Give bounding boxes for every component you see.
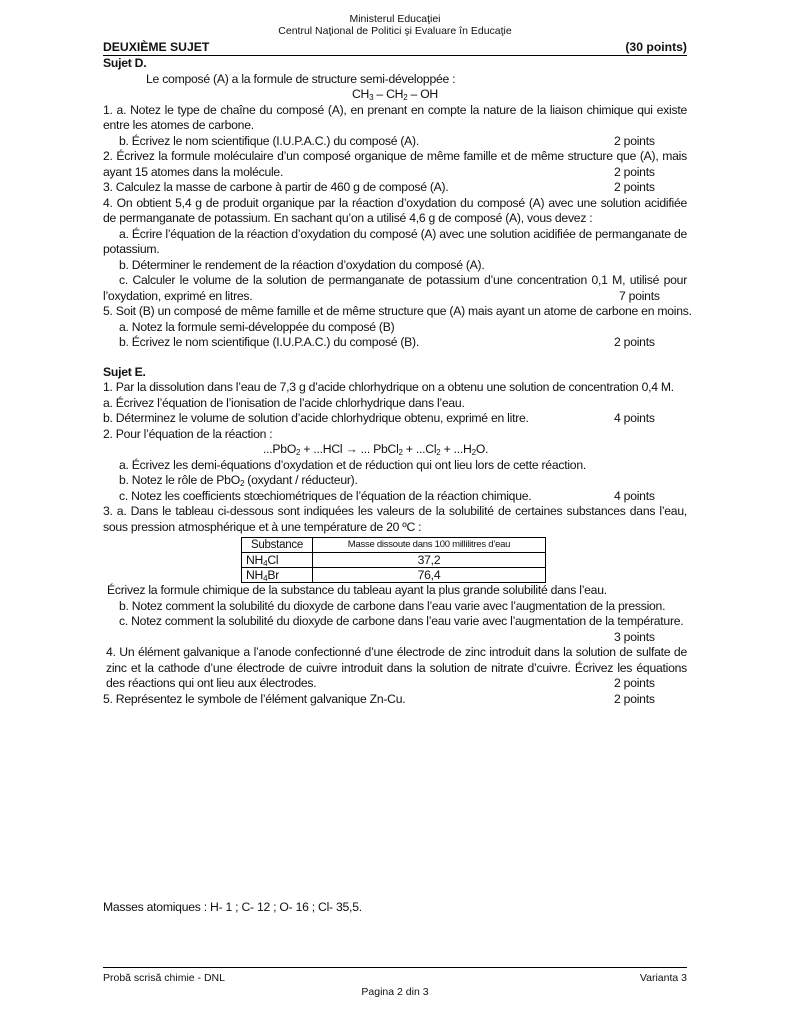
exam-page xyxy=(103,0,692,707)
question-e2b: b. Notez le rôle de PbO$_2$ (oxydant / réducteur). xyxy=(119,473,358,488)
question-d5a: a. Notez la formule semi-développée du composé (B) xyxy=(119,319,395,334)
question-e1a: a. Écrivez l’équation de l’ionisation de l’acide chlorhydrique dans l’eau. xyxy=(103,395,465,410)
total-points: (30 points) xyxy=(625,40,687,54)
table-header-row xyxy=(242,538,546,553)
sujet-d-title: Sujet D. xyxy=(103,56,147,70)
question-e1: 1. Par la dissolution dans l’eau de 7,3 g d’acide chlorhydrique on a obtenu une solution de concentration 0,4 M. xyxy=(103,380,674,394)
atomic-masses: Masses atomiques : H- 1 ; C- 12 ; O- 16 ; Cl- 35,5. xyxy=(103,900,362,914)
points-e2: 4 points xyxy=(614,488,655,503)
table-header-substance: Substance xyxy=(242,538,313,553)
question-d2: 2. Écrivez la formule moléculaire d’un composé organique de même famille et de même structure que (A), mais ayant 15 atomes dans la molécule. 2 points xyxy=(103,149,687,179)
question-d4: 4. On obtient 5,4 g de produit organique par la réaction d’oxydation du composé (A) avec une solution acidifiée de permanganate de potassium. En sachant qu’on a utilisé 4,6 g de composé (A), vous devez : xyxy=(103,195,687,225)
points-e5: 2 points xyxy=(614,691,655,706)
compound-a-formula: $CH_3 - CH_2$ – OH xyxy=(351,87,438,102)
table-cell-substance: $NH_4Cl$ xyxy=(242,553,313,568)
page-header xyxy=(103,13,687,37)
table-cell-value: 76,4 xyxy=(313,568,546,583)
reaction-equation: ...PbO$_2$ + ...HCl → ... PbCl$_2$ + $...Cl_2 + ...H_2O$. xyxy=(263,442,489,457)
question-e2: 2. Pour l’équation de la réaction : xyxy=(103,426,273,441)
table-row xyxy=(242,553,546,568)
points-e3: 3 points xyxy=(614,629,655,644)
question-d4a: a. Écrire l’équation de la réaction d’oxydation du composé (A) avec une solution acidifiée de permanganate de potassium. xyxy=(103,226,687,256)
table-row xyxy=(242,568,546,583)
subject-title-bar xyxy=(103,40,687,56)
question-e3b: b. Notez comment la solubilité du dioxyde de carbone dans l’eau varie avec l’augmentation de la pression. xyxy=(119,598,666,613)
question-d1a: 1. a. Notez le type de chaîne du composé (A), en prenant en compte la nature de la liaison chimique qui existe entre les atomes de carbone. xyxy=(103,102,687,132)
page-footer xyxy=(103,967,687,998)
sujet-e-title: Sujet E. xyxy=(103,364,146,379)
points-d4: 7 points xyxy=(619,289,687,305)
question-d3: 3. Calculez la masse de carbone à partir de 460 g de composé (A). 2 points xyxy=(103,180,687,196)
points-d3: 2 points xyxy=(614,180,655,194)
footer-exam-name: Probă scrisă chimie - DNL xyxy=(103,972,225,984)
points-e1: 4 points xyxy=(614,411,655,425)
page-number: Pagina 2 din 3 xyxy=(361,986,429,998)
subject-title: DEUXIÈME SUJET xyxy=(103,40,210,54)
table-cell-substance: $NH_4Br$ xyxy=(242,568,313,583)
table-header-mass: Masse dissoute dans 100 millilitres d’eau xyxy=(313,538,546,553)
question-d4c: c. Calculer le volume de la solution de permanganate de potassium d’une concentration 0,1 M, utilisé pour l’oxydation, exprimé en litres. 7 points xyxy=(103,273,687,303)
solubility-table xyxy=(241,537,546,583)
table-cell-value: 37,2 xyxy=(313,553,546,568)
question-e1b: b. Déterminez le volume de solution d’acide chlorhydrique obtenu, exprimé en litre. 4 points xyxy=(103,411,687,427)
question-d1b: b. Écrivez le nom scientifique (I.U.P.A.C.) du composé (A). 2 points xyxy=(103,134,687,150)
question-d4b: b. Déterminer le rendement de la réaction d’oxydation du composé (A). xyxy=(119,257,485,272)
footer-variant: Varianta 3 xyxy=(639,972,687,984)
points-d1: 2 points xyxy=(614,133,655,148)
question-e2c: c. Notez les coefficients stœchiométriques de l’équation de la réaction chimique. 4 points xyxy=(103,489,687,505)
question-e3c: c. Notez comment la solubilité du dioxyde de carbone dans l’eau varie avec l’augmentation de la température. xyxy=(119,614,684,628)
question-e3a-formula: Écrivez la formule chimique de la substance du tableau ayant la plus grande solubilité dans l’eau. xyxy=(107,583,607,597)
question-d5: 5. Soit (B) un composé de même famille et de même structure que (A) mais ayant un atome de carbone en moins. xyxy=(103,304,692,318)
points-d2: 2 points xyxy=(614,165,687,181)
question-d5b: b. Écrivez le nom scientifique (I.U.P.A.C.) du composé (B). 2 points xyxy=(103,335,687,351)
ministry-name: Ministerul Educaţiei xyxy=(349,13,441,25)
question-e4: 4. Un élément galvanique a l’anode confectionné d’une électrode de zinc introduit dans la solution de sulfate de zinc et la cathode d’une électrode de cuivre introduit dans la solution de nitrate d’cuivre. Écrivez les équations des réactions qui ont lieu aux électrodes. 2 points xyxy=(106,645,687,690)
points-e4: 2 points xyxy=(614,676,687,692)
question-e2a: a. Écrivez les demi-équations d’oxydation et de réduction qui ont lieu lors de cette réaction. xyxy=(119,457,586,472)
question-e3: 3. a. Dans le tableau ci-dessous sont indiquées les valeurs de la solubilité de certaines substances dans l’eau, sous pression atmosphérique et à une température de 20 ºC : xyxy=(103,504,687,534)
question-e5: 5. Représentez le symbole de l’élément galvanique Zn-Cu. 2 points xyxy=(103,692,687,708)
center-name: Centrul Naţional de Politici şi Evaluare în Educaţie xyxy=(278,25,512,37)
points-d5: 2 points xyxy=(614,335,655,349)
sujet-d-intro: Le composé (A) a la formule de structure semi-développée : xyxy=(146,71,456,86)
